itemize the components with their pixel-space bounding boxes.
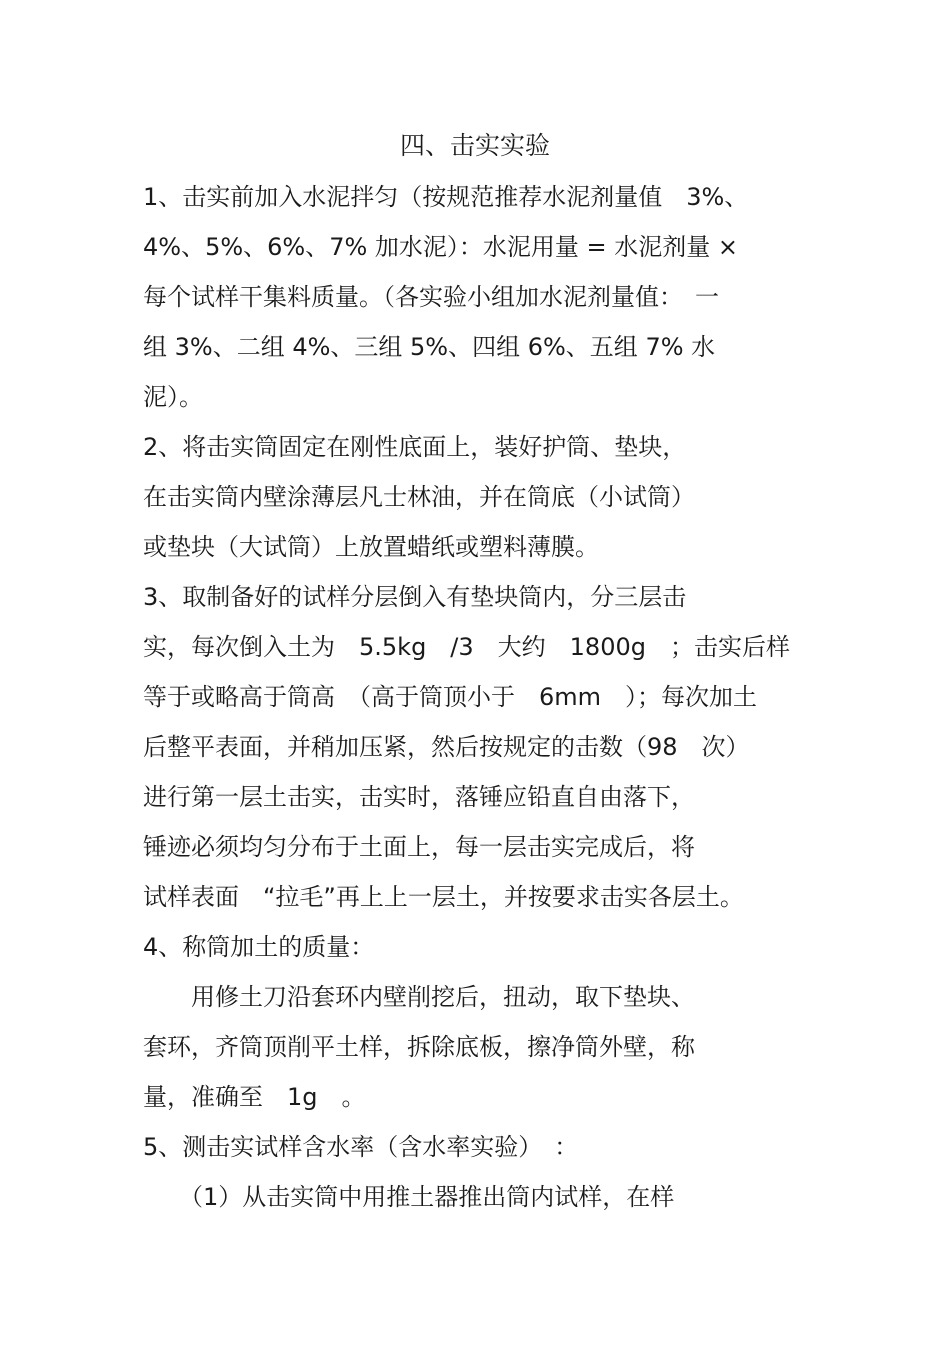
text-line: （1）从击实筒中用推土器推出筒内试样，在样 (143, 1183, 675, 1211)
text-line: 2、将击实筒固定在刚性底面上，装好护筒、垫块， (143, 433, 687, 461)
text-line: 或垫块（大试筒）上放置蜡纸或塑料薄膜。 (143, 533, 599, 561)
text-line: 试样表面 “拉毛”再上上一层土，并按要求击实各层土。 (143, 883, 744, 911)
text-line: 1、击实前加入水泥拌匀（按规范推荐水泥剂量值 3%、 (143, 183, 749, 211)
text-line: 在击实筒内壁涂薄层凡士林油，并在筒底（小试筒） (143, 483, 695, 511)
text-line: 组 3%、二组 4%、三组 5%、四组 6%、五组 7% 水 (143, 333, 716, 361)
text-line: 后整平表面，并稍加压紧，然后按规定的击数（98 次） (143, 733, 750, 761)
section-title: 四、击实实验 (399, 131, 550, 160)
text-line: 进行第一层土击实，击实时，落锤应铅直自由落下， (143, 783, 695, 811)
text-line: 实，每次倒入土为 5.5kg /3 大约 1800g ；击实后样 (143, 633, 790, 661)
text-line: 套环，齐筒顶削平土样，拆除底板，擦净筒外壁，称 (143, 1033, 695, 1061)
text-line: 4%、5%、6%、7% 加水泥）：水泥用量 = 水泥剂量 × (143, 233, 739, 261)
text-line: 4、称筒加土的质量： (143, 933, 375, 961)
text-line: 3、取制备好的试样分层倒入有垫块筒内，分三层击 (143, 583, 687, 611)
text-line: 等于或略高于筒高 （高于筒顶小于 6mm ）；每次加土 (143, 683, 758, 711)
text-line: 量，准确至 1g 。 (143, 1083, 366, 1111)
text-line: 泥）。 (143, 383, 203, 411)
text-line: 每个试样干集料质量。（各实验小组加水泥剂量值： 一 (143, 283, 719, 311)
text-line: 用修土刀沿套环内壁削挖后，扭动，取下垫块、 (143, 983, 695, 1011)
text-line: 锤迹必须均匀分布于土面上，每一层击实完成后，将 (143, 833, 695, 861)
text-line: 5、测击实试样含水率（含水率实验） ： (143, 1133, 579, 1161)
